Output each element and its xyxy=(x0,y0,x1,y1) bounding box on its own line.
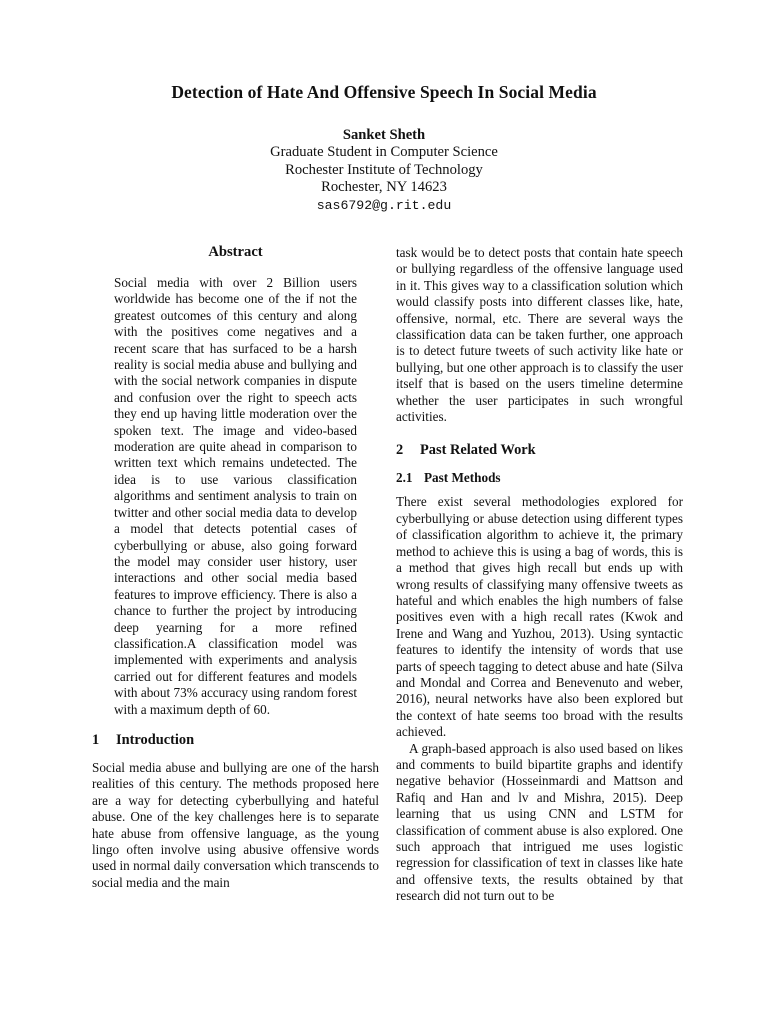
subsection-heading-past-methods xyxy=(396,470,683,486)
author-email: sas6792@g.rit.edu xyxy=(316,197,452,213)
paper-title: Detection of Hate And Offensive Speech In Social Media xyxy=(171,82,597,102)
subsection-number: 2.1 xyxy=(396,470,413,486)
section-number: 2 xyxy=(396,442,404,459)
section-heading-introduction xyxy=(92,732,379,749)
author-affiliation-location: Rochester, NY 14623 xyxy=(321,179,447,195)
paper-header xyxy=(0,82,768,214)
left-column xyxy=(92,244,379,891)
right-column xyxy=(396,245,683,905)
author-name: Sanket Sheth xyxy=(342,127,426,143)
section-heading-related-work xyxy=(396,442,683,459)
related-work-paragraph-1: There exist several methodologies explored for cyberbullying or abuse detection using different types of classification algorithm to achieve it, the primary method to achieve this is using a bag of words, this is a method that gives high recall but ends up with wrong results of classifying many offensive tweets as hateful and which enables the high numbers of false positives even with a high recall rates (Kwok and Irene and Wang and Yuzhou, 2013). Using syntactic features to identify the intensity of words that use parts of speech tagging to detect abuse and hate (Silva and Mondal and Correa and Benevenuto and weber, 2016), neural networks have also been explored but the context of hate seems too broad with the results achieved. xyxy=(396,494,683,740)
abstract-text: Social media with over 2 Billion users worldwide has become one of the if not the greatest outcomes of this century and along with the positives come negatives and a recent scare that has surfaced to be a harsh reality is social media abuse and bullying and with the social network companies in dispute and confusion over the right to speech acts they end up having little moderation over the spoken text. The image and video-based moderation are quite ahead in comparison to written text which remains undetected. The idea is to use various classification algorithms and sentiment analysis to train on twitter and other social media data to develop a model that detects potential cases of cyberbullying or abuse, also going forward the model may consider user history, user interactions and other social media based features to improve efficiency. There is also a chance to further the project by introducing deep yearning for a more refined classification.A classification model was implemented with experiments and analysis carried out for different features and models with about 73% accuracy using random forest with a maximum depth of 60. xyxy=(114,275,357,717)
abstract-heading: Abstract xyxy=(208,244,263,260)
intro-paragraph: Social media abuse and bullying are one of the harsh realities of this century. The methods proposed here are a way for detecting cyberbullying and hateful abuse. One of the key challenges here is to separate hate abuse from offensive language, as the young lingo often involve using abusive offensive words used in normal daily conversation which transcends to social media and the main xyxy=(92,759,379,890)
abstract-section xyxy=(92,244,379,718)
section-number: 1 xyxy=(92,731,100,748)
section-title: Past Related Work xyxy=(420,442,536,459)
author-affiliation-program: Graduate Student in Computer Science xyxy=(270,144,498,160)
section-title: Introduction xyxy=(116,731,195,748)
related-work-paragraph-2: A graph-based approach is also used based on likes and comments to build bipartite graphs and identify negative behavior (Hosseinmardi and Mattson and Rafiq and Han and lv and Mishra, 2015). Deep learning that us using CNN and LSTM for classification of comment abuse is also explored. One such approach that intrigued me uses logistic regression for classification of text in classes like hate and offensive texts, the results obtained by that research did not turn out to be xyxy=(396,740,683,904)
subsection-title: Past Methods xyxy=(424,470,501,486)
author-affiliation-institute: Rochester Institute of Technology xyxy=(285,161,483,178)
intro-paragraph-continued: task would be to detect posts that contain hate speech or bullying regardless of the offensive language used in it. This gives way to a classification solution which would classify posts into different classes like, hate, offensive, normal, etc. There are several ways the classification data can be taken further, one approach is to detect future tweets of such activity like hate or bullying, but one other approach is to classify the user itself that is based on the users timeline determine whether the user participates in such wrongful activities. xyxy=(396,245,683,425)
